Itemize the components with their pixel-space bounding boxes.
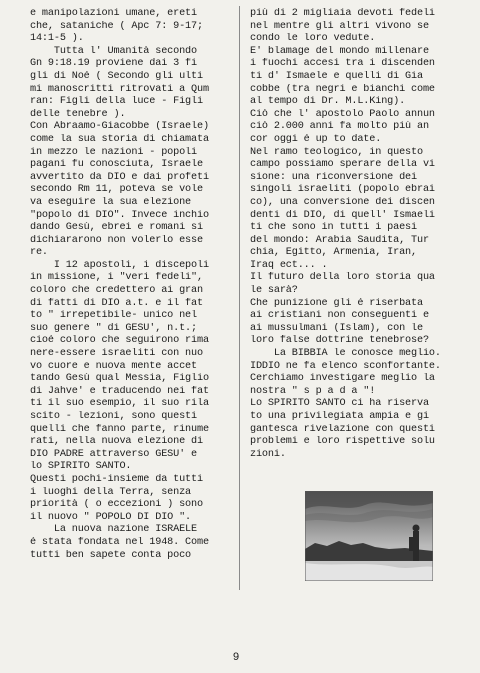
right-column-line: ciò 2.000 anni fa molto più an <box>250 121 429 133</box>
right-column-line: Lo SPIRITO SANTO ci ha riserva <box>250 398 429 410</box>
left-column-line: Tutta l' Umanità secondo <box>30 45 197 57</box>
right-column-line: Il futuro della loro storia qua <box>250 272 435 284</box>
right-column-line: IDDIO ne fa elenco sconfortante. <box>250 360 441 372</box>
left-column-line: e manipolazioni umane, ereti <box>30 8 197 19</box>
left-column-line: ran: Figli della luce - Figli <box>30 96 203 108</box>
left-column-line: delle tenebre ). <box>30 108 126 120</box>
page-number: 9 <box>232 652 240 664</box>
right-column-line: chia, Egitto, Armenia, Iran, <box>250 247 417 259</box>
left-column-line: "popolo di DIO". Invece inchio <box>30 209 209 221</box>
right-column-line: i fuochi accesi tra i discenden <box>250 58 435 70</box>
right-column-line: E' blamage del mondo millenare <box>250 45 429 57</box>
left-column-line: I 12 apostoli, i discepoli <box>30 259 209 271</box>
left-text-column <box>30 8 228 562</box>
left-column-line: Questi pochi-insieme da tutti <box>30 473 203 485</box>
right-column-line: Iraq ect... . <box>250 259 328 271</box>
right-column-line: ai cristiani non conseguenti e <box>250 310 429 322</box>
left-column-line: gli di Noé ( Secondo gli ulti <box>30 70 203 82</box>
right-column-line: Che punizione gli é riserbata <box>250 297 423 309</box>
right-column-line: zioni. <box>250 448 286 460</box>
left-column-line: suo genere " di GESU', n.t.; <box>30 322 197 334</box>
left-column-line: cioé coloro che seguirono rima <box>30 335 209 347</box>
left-column-line: tutti ben sapete conta poco <box>30 549 192 561</box>
right-column-line: le sarà? <box>250 285 298 297</box>
left-column-line: nere-essere israeliti con nuo <box>30 348 203 360</box>
right-column-line: più di 2 migliaia devoti fedeli <box>250 8 435 19</box>
left-column-line: priorità ( o eccezioni ) sono <box>30 499 203 511</box>
left-column-line: il nuovo " POPOLO DI DIO ". <box>30 511 192 523</box>
right-column-line: cor oggi é up to date. <box>250 133 382 145</box>
left-column-line: Con Abraamo-Giacobbe (Israele) <box>30 121 209 133</box>
photo-illustration <box>305 491 433 581</box>
left-column-line: avvertito da DIO e dai profeti <box>30 171 209 183</box>
right-column-line: Cerchiamo investigare meglio la <box>250 373 435 385</box>
left-column-line: dichiararono non volerlo esse <box>30 234 203 246</box>
right-column-line: nel mentre gli altri vivono se <box>250 20 429 32</box>
left-column-line: La nuova nazione ISRAELE <box>30 524 197 536</box>
left-column-line: va eseguire la sua elezione <box>30 196 192 208</box>
left-column-line: 14:1-5 ). <box>30 33 84 45</box>
left-column-line: vo cuore e nuova mente accet <box>30 360 197 372</box>
left-column-line: coloro che credettero ai gran <box>30 285 203 297</box>
left-column-line: dando Gesù, ebrei e romani si <box>30 222 203 234</box>
left-column-line: DIO PADRE attraverso GESU' e <box>30 448 197 460</box>
right-column-line: condo le loro vedute. <box>250 33 376 45</box>
left-column-line: secondo Rm 11, poteva se vole <box>30 184 203 196</box>
right-column-line: ai mussulmani (Islam), con le <box>250 322 423 334</box>
left-column-line: in missione, i "veri fedeli", <box>30 272 203 284</box>
column-divider <box>239 6 240 590</box>
left-column-line: i luoghi della Terra, senza <box>30 486 192 498</box>
left-column-line: che, sataniche ( Apc 7: 9-17; <box>30 20 203 32</box>
right-column-line: gantesca rivelazione con questi <box>250 423 435 435</box>
right-column-line: to una privilegiata ampia e gi <box>250 411 429 422</box>
left-column-line: rati, nella nuova elezione di <box>30 436 203 448</box>
left-column-line: in mezzo le nazioni - popoli <box>30 146 197 158</box>
right-column-line: La BIBBIA le conosce meglio. <box>250 348 441 360</box>
right-column-line: co), una conversione dei discen <box>250 196 435 208</box>
left-column-line: é stata fondata nel 1948. Come <box>30 536 209 548</box>
left-column-line: mi manoscritti ritrovati a Qum <box>30 83 209 95</box>
left-column-line: to " irrepetibile- unico nel <box>30 310 197 322</box>
right-column-line: singoli israeliti (popolo ebrai <box>250 184 435 196</box>
right-column-line: loro false dottrine tenebrose? <box>250 335 429 347</box>
right-column-line: al tempo di Dr. M.L.King). <box>250 96 406 108</box>
right-column-line: problemi e loro rispettive solu <box>250 436 435 448</box>
right-column-line: cobbe (tra negri e bianchi come <box>250 83 435 95</box>
right-column-line: sione: una riconversione dei <box>250 171 417 183</box>
left-column-line: scito - lezioni, sono questi <box>30 411 197 422</box>
photograph-landscape-with-figure <box>305 491 433 581</box>
right-column-line: Nel ramo teologico, in questo <box>250 146 423 158</box>
left-column-line: come la sua storia di chiamata <box>30 133 209 145</box>
right-column-line: ti che sono in tutti i paesi <box>250 222 417 234</box>
right-column-line: ti d' Ismaele e quelli di Gia <box>250 70 423 82</box>
right-column-line: campo possiamo sperare della vi <box>250 159 435 171</box>
left-column-line: di Jahve' e traducendo nei fat <box>30 385 209 397</box>
left-column-line: lo SPIRITO SANTO. <box>30 461 132 473</box>
left-column-line: tando Gesù qual Messia, Figlio <box>30 373 209 385</box>
left-column-line: ti il suo esempio, il suo rila <box>30 398 209 410</box>
right-column-line: del mondo: Arabia Saudita, Tur <box>250 234 429 246</box>
left-column-line: di fatti di DIO a.t. e il fat <box>30 297 203 309</box>
right-text-column <box>250 8 450 461</box>
right-column-line: nostra " s p a d a "! <box>250 385 376 397</box>
left-column-line: re. <box>30 247 48 259</box>
left-column-line: quelli che fanno parte, rinume <box>30 423 209 435</box>
left-column-line: Gn 9:18.19 proviene dai 3 fi <box>30 58 197 70</box>
right-column-line: Ciò che l' apostolo Paolo annun <box>250 108 435 120</box>
right-column-line: denti di DIO, di quell' Ismaeli <box>250 209 435 221</box>
left-column-line: pagani fu conosciuta, Israele <box>30 159 203 171</box>
